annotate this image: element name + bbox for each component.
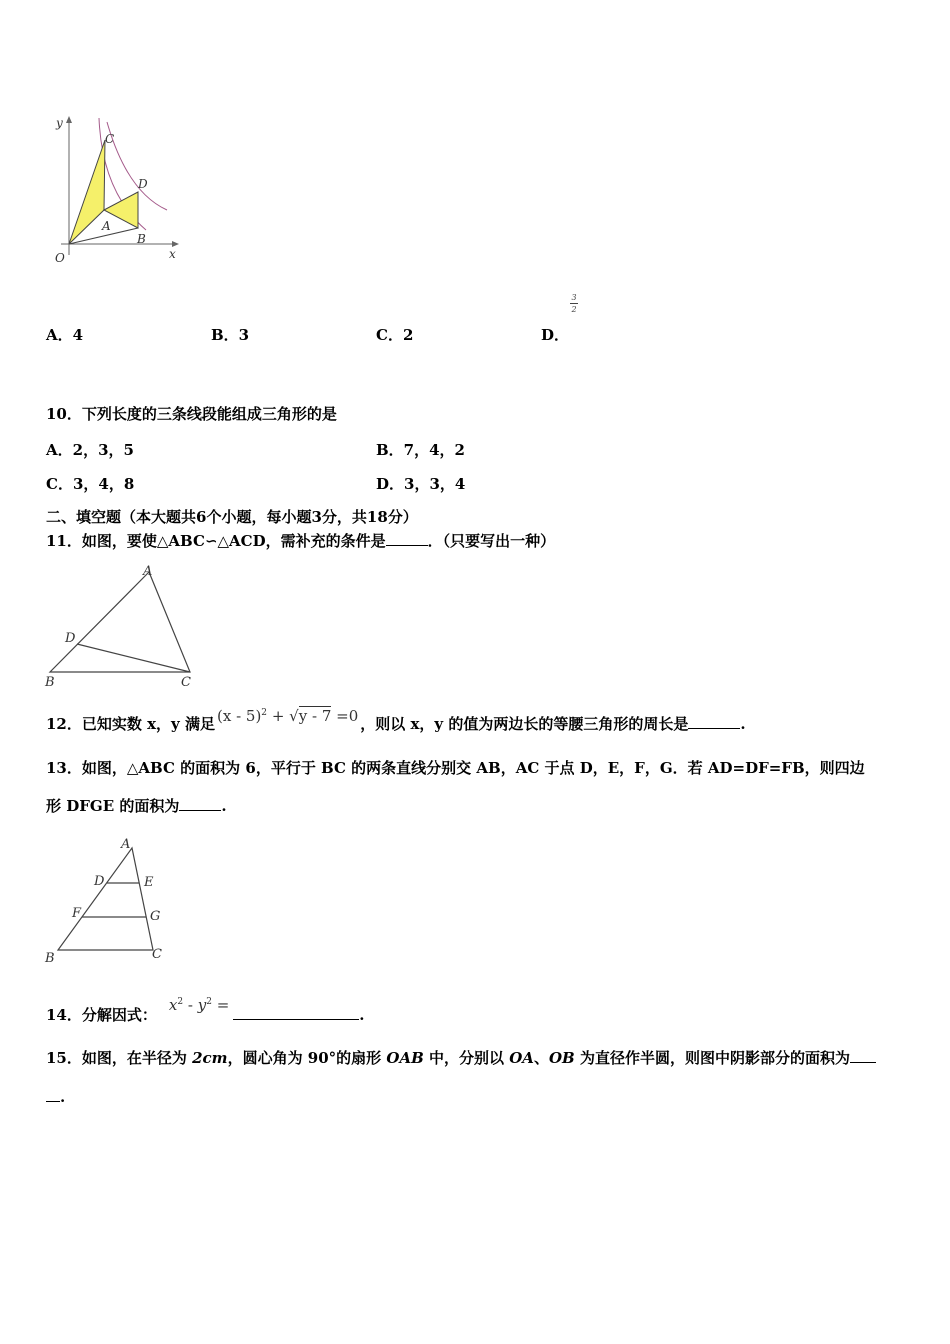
q10-option-a: A．2，3，5 bbox=[46, 441, 134, 459]
q12-formula-radicand: y - 7 bbox=[298, 707, 332, 725]
q10-option-d: D．3，3，4 bbox=[376, 475, 466, 493]
label-e: E bbox=[144, 875, 154, 890]
q10-option-b: B．7，4，2 bbox=[376, 441, 465, 459]
label-c: C bbox=[152, 947, 162, 962]
q15-part-3: 中，分别以 bbox=[423, 1049, 510, 1067]
q12-formula-equals: =0 bbox=[336, 707, 359, 725]
q14-minus: - bbox=[187, 996, 193, 1014]
q15-part-5: 为直径作半圆，则图中阴影部分的面积为 bbox=[574, 1049, 850, 1067]
q15-segment-oa: OA bbox=[509, 1049, 534, 1067]
q15-line2-end: . bbox=[60, 1088, 66, 1106]
q9-option-d: D． bbox=[541, 326, 570, 344]
label-d: D bbox=[138, 177, 148, 191]
label-d: D bbox=[65, 631, 76, 646]
q15-radius: 2cm bbox=[192, 1049, 228, 1067]
q12-stem bbox=[46, 707, 746, 734]
q15-line2 bbox=[46, 1087, 65, 1107]
label-f: F bbox=[72, 906, 82, 921]
q9-option-d-fraction bbox=[569, 293, 579, 314]
section-2-heading: 二、填空题（本大题共6个小题，每小题3分，共18分） bbox=[46, 508, 418, 526]
segment-dc bbox=[77, 644, 190, 672]
q12-formula bbox=[217, 707, 358, 725]
label-a: A bbox=[102, 219, 111, 233]
y-axis-arrow bbox=[66, 116, 72, 123]
q9-option-b: B．3 bbox=[211, 326, 250, 344]
q14-answer-blank[interactable] bbox=[233, 1005, 359, 1020]
q12-stem-before: 12．已知实数 x，y 满足 bbox=[46, 715, 215, 733]
q14-formula bbox=[169, 996, 229, 1014]
q11-stem-before: 11．如图，要使△ABC∽△ACD，需补充的条件是 bbox=[46, 532, 386, 550]
label-b: B bbox=[45, 951, 55, 966]
q13-line2 bbox=[46, 796, 227, 816]
label-g: G bbox=[150, 909, 161, 924]
q15-part-4: 、 bbox=[533, 1049, 549, 1067]
q12-end: . bbox=[740, 715, 746, 733]
q14-exp-2: 2 bbox=[206, 997, 212, 1007]
label-b: B bbox=[45, 675, 55, 690]
label-a: A bbox=[121, 837, 131, 852]
q10-option-c: C．3，4，8 bbox=[46, 475, 135, 493]
q14-equals: = bbox=[216, 996, 230, 1014]
q11-answer-blank[interactable] bbox=[386, 531, 428, 546]
label-b: B bbox=[137, 232, 146, 246]
q13-figure bbox=[44, 834, 174, 969]
q15-answer-blank-2[interactable] bbox=[46, 1087, 60, 1102]
q15-part-2: ，圆心角为 90°的扇形 bbox=[227, 1049, 387, 1067]
fraction-denominator: 2 bbox=[571, 305, 577, 314]
q13-line2-end: . bbox=[221, 797, 227, 815]
q11-figure bbox=[44, 562, 199, 692]
q15-sector-name: OAB bbox=[386, 1049, 424, 1067]
q11-stem-after: ．（只要写出一种） bbox=[427, 532, 556, 550]
q15-line1 bbox=[46, 1048, 876, 1068]
q14-end: . bbox=[359, 1006, 365, 1024]
q12-formula-exponent: 2 bbox=[261, 708, 268, 718]
label-o: O bbox=[55, 251, 65, 265]
label-a: A bbox=[143, 564, 153, 579]
fraction-numerator: 3 bbox=[571, 293, 577, 302]
sqrt-icon: √ bbox=[289, 707, 299, 725]
label-d: D bbox=[94, 874, 105, 889]
q15-segment-ob: OB bbox=[548, 1049, 575, 1067]
label-c: C bbox=[105, 132, 115, 146]
label-c: C bbox=[181, 675, 191, 690]
q13-answer-blank[interactable] bbox=[179, 796, 221, 811]
q12-answer-blank[interactable] bbox=[688, 714, 740, 729]
q14-exp-1: 2 bbox=[177, 997, 184, 1007]
q9-figure bbox=[45, 112, 190, 270]
q10-stem: 10．下列长度的三条线段能组成三角形的是 bbox=[46, 405, 337, 423]
q9-option-c: C．2 bbox=[376, 326, 414, 344]
label-y: y bbox=[56, 116, 63, 130]
triangle-abc bbox=[50, 572, 190, 672]
q14-stem bbox=[46, 996, 365, 1025]
fraction-bar bbox=[570, 303, 578, 304]
q11-stem bbox=[46, 531, 555, 551]
q14-x: x bbox=[168, 996, 178, 1014]
q9-option-a: A．4 bbox=[46, 326, 84, 344]
q13-line1: 13．如图，△ABC 的面积为 6，平行于 BC 的两条直线分别交 AB，AC 于点 D，E，F，G．若 AD=DF=FB，则四边 bbox=[46, 759, 865, 777]
q12-formula-square: (x - 5) bbox=[216, 707, 262, 725]
q13-line2-before: 形 DFGE 的面积为 bbox=[46, 797, 180, 815]
label-x: x bbox=[169, 247, 176, 261]
triangle-oac bbox=[69, 140, 105, 244]
triangle-abc bbox=[58, 848, 153, 950]
q14-y: y bbox=[197, 996, 207, 1014]
q14-stem-text: 14．分解因式： bbox=[46, 1006, 157, 1024]
q12-stem-after: ，则以 x，y 的值为两边长的等腰三角形的周长是 bbox=[360, 715, 689, 733]
q15-answer-blank-1[interactable] bbox=[850, 1048, 876, 1063]
q12-formula-plus: + bbox=[271, 707, 285, 725]
q15-part-1: 15．如图，在半径为 bbox=[46, 1049, 193, 1067]
